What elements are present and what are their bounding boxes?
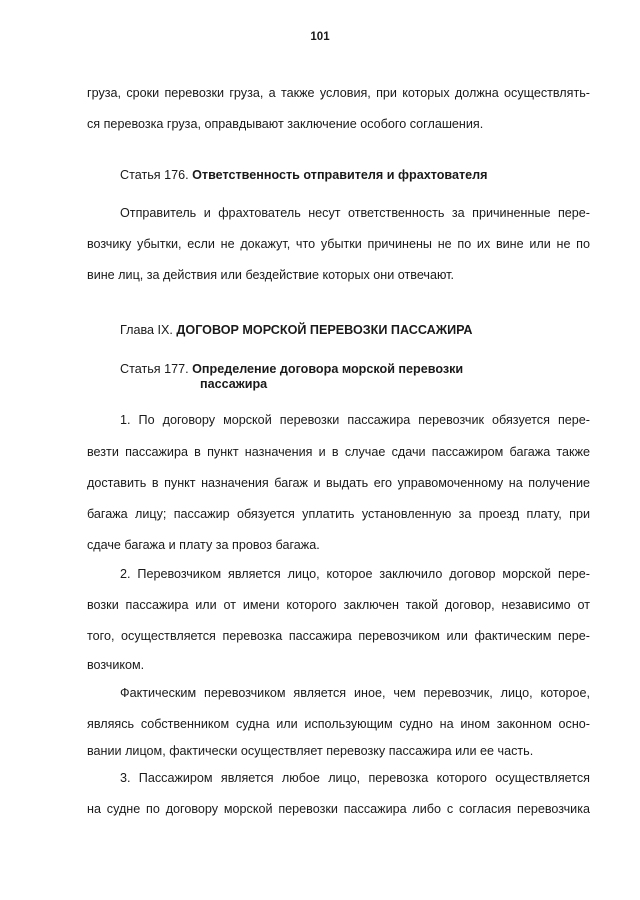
text-line: ся перевозка груза, оправдывают заключение особого соглашения.	[87, 117, 484, 131]
text-line: вании лицом, фактически осуществляет перевозку пассажира или ее часть.	[87, 744, 534, 758]
text-line: багажа лицу; пассажир обязуется уплатить установленную за проезд плату, при	[87, 507, 590, 521]
article-177-heading-line2	[200, 376, 640, 392]
text-line: того, осуществляется перевозка пассажира перевозчиком или фактическим пере-	[87, 629, 590, 643]
article-number: Статья 176.	[120, 168, 189, 182]
article-number: Статья 177.	[120, 362, 189, 376]
text-line: 3. Пассажиром является любое лицо, перевозка которого осуществляется	[120, 771, 590, 785]
text-line: доставить в пункт назначения багаж и выдать его управомоченному на получение	[87, 476, 590, 490]
article-176-heading	[120, 167, 623, 183]
text-line: везти пассажира в пункт назначения и в случае сдачи пассажиром багажа также	[87, 445, 590, 459]
text-line: вине лиц, за действия или бездействие которых они отвечают.	[87, 268, 455, 282]
article-title-continued: пассажира	[200, 377, 268, 391]
text-line: Отправитель и фрахтователь несут ответственность за причиненные пере-	[120, 206, 590, 220]
text-line: возки пассажира или от имени которого заключен такой договор, независимо от	[87, 598, 590, 612]
article-title: Определение договора морской перевозки	[192, 362, 464, 376]
text-line: являясь собственником судна или использующим судно на ином законном осно-	[87, 717, 590, 731]
text-line: груза, сроки перевозки груза, а также условия, при которых должна осуществлять-	[87, 86, 590, 100]
text-line: 1. По договору морской перевозки пассажира перевозчик обязуется пере-	[120, 413, 590, 427]
text-line: Фактическим перевозчиком является иное, чем перевозчик, лицо, которое,	[120, 686, 590, 700]
article-title: Ответственность отправителя и фрахтователя	[192, 168, 488, 182]
chapter-heading	[120, 322, 623, 338]
page-number: 101	[310, 31, 330, 43]
text-line: возчику убытки, если не докажут, что убытки причинены не по их вине или не по	[87, 237, 590, 251]
text-line: возчиком.	[87, 658, 145, 672]
chapter-title: ДОГОВОР МОРСКОЙ ПЕРЕВОЗКИ ПАССАЖИРА	[176, 323, 473, 337]
article-177-heading	[120, 361, 623, 377]
chapter-number: Глава IX.	[120, 323, 173, 337]
text-line: 2. Перевозчиком является лицо, которое заключило договор морской пере-	[120, 567, 590, 581]
text-line: на судне по договору морской перевозки пассажира либо с согласия перевозчика	[87, 802, 590, 816]
text-line: сдаче багажа и плату за провоз багажа.	[87, 538, 320, 552]
